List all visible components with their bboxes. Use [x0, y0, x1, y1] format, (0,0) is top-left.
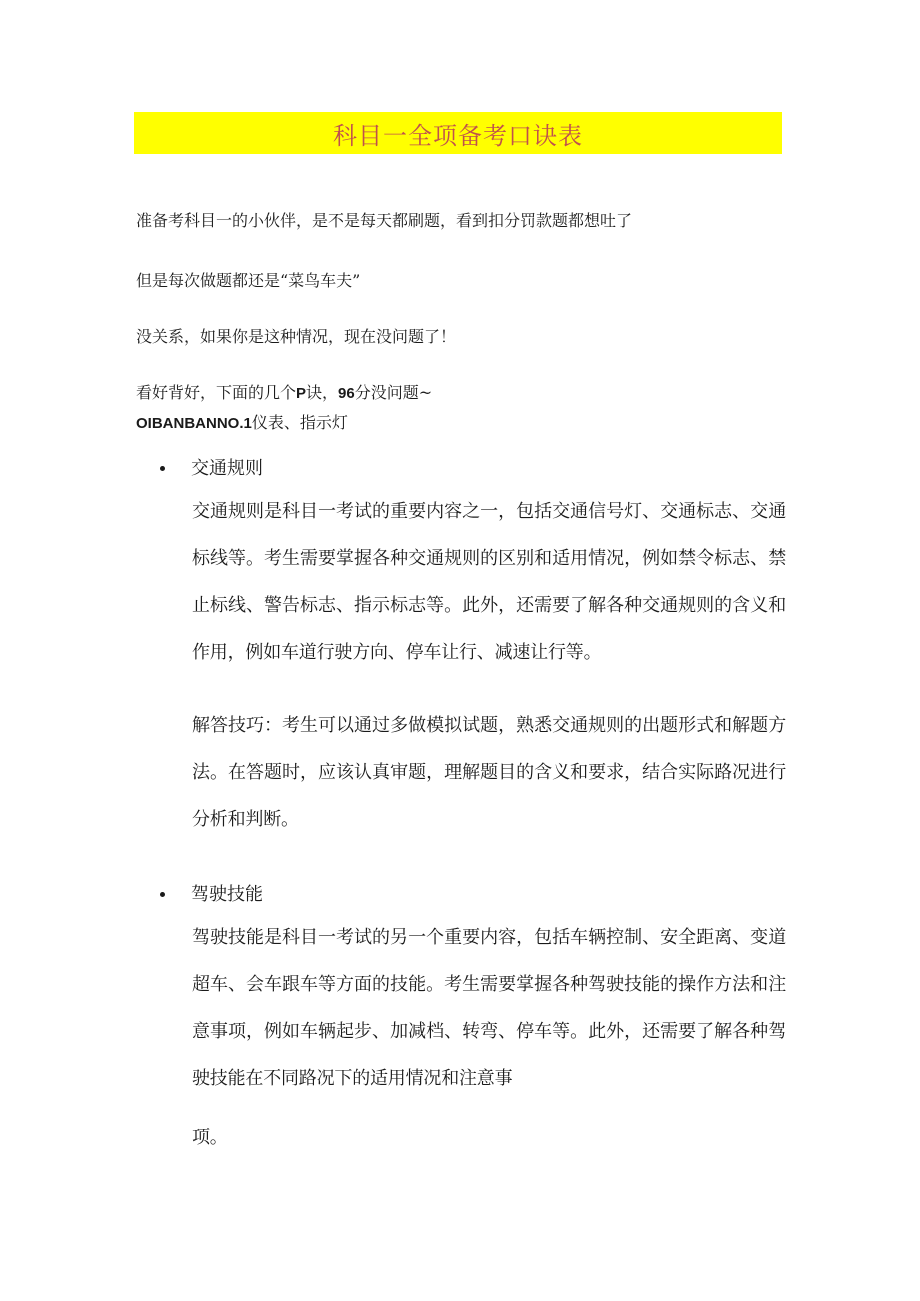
- section-heading-label: 交通规则: [191, 458, 263, 479]
- bullet-icon: [160, 892, 165, 897]
- section-heading-traffic-rules: [160, 454, 263, 480]
- tip-text-3: 分没问题~: [354, 383, 433, 402]
- subheading-bold: OIBANBANNO.1: [136, 415, 252, 432]
- intro-line-2: 但是每次做题都还是“菜鸟车夫”: [136, 271, 361, 290]
- tip-bold-1: P: [296, 385, 307, 402]
- document-title: 科目一全项备考口诀表: [333, 121, 583, 150]
- section-paragraph: 解答技巧：考生可以通过多做模拟试题，熟悉交通规则的出题形式和解题方法。在答题时，应该认真审题，理解题目的含义和要求，结合实际路况进行分析和判断。: [192, 715, 786, 830]
- tip-line: [136, 380, 432, 403]
- intro-line-3: 没关系，如果你是这种情况，现在没问题了！: [136, 327, 457, 346]
- subheading: [136, 410, 348, 433]
- section-paragraph: 交通规则是科目一考试的重要内容之一，包括交通信号灯、交通标志、交通标线等。考生需要掌握各种交通规则的区别和适用情况，例如禁令标志、禁止标线、警告标志、指示标志等。此外，还需要了解各种交通规则的含义和作用，例如车道行驶方向、停车让行、减速让行等。: [192, 501, 786, 663]
- section-heading-driving-skills: [160, 880, 263, 906]
- bullet-icon: [160, 466, 165, 471]
- title-banner: [134, 112, 782, 154]
- subheading-text: 仪表、指示灯: [251, 413, 348, 432]
- intro-line-1: 准备考科目一的小伙伴，是不是每天都刷题，看到扣分罚款题都想吐了: [136, 211, 633, 230]
- tip-bold-2: 96: [338, 385, 355, 402]
- tip-text-1: 看好背好，下面的几个: [136, 383, 297, 402]
- tip-text-2: 诀，: [306, 383, 339, 402]
- section-heading-label: 驾驶技能: [191, 884, 263, 905]
- section-paragraph: 驾驶技能是科目一考试的另一个重要内容，包括车辆控制、安全距离、变道超车、会车跟车等方面的技能。考生需要掌握各种驾驶技能的操作方法和注意事项，例如车辆起步、加减档、转弯、停车等。此外，还需要了解各种驾驶技能在不同路况下的适用情况和注意事: [192, 927, 786, 1089]
- section-paragraph: 项。: [192, 1127, 228, 1148]
